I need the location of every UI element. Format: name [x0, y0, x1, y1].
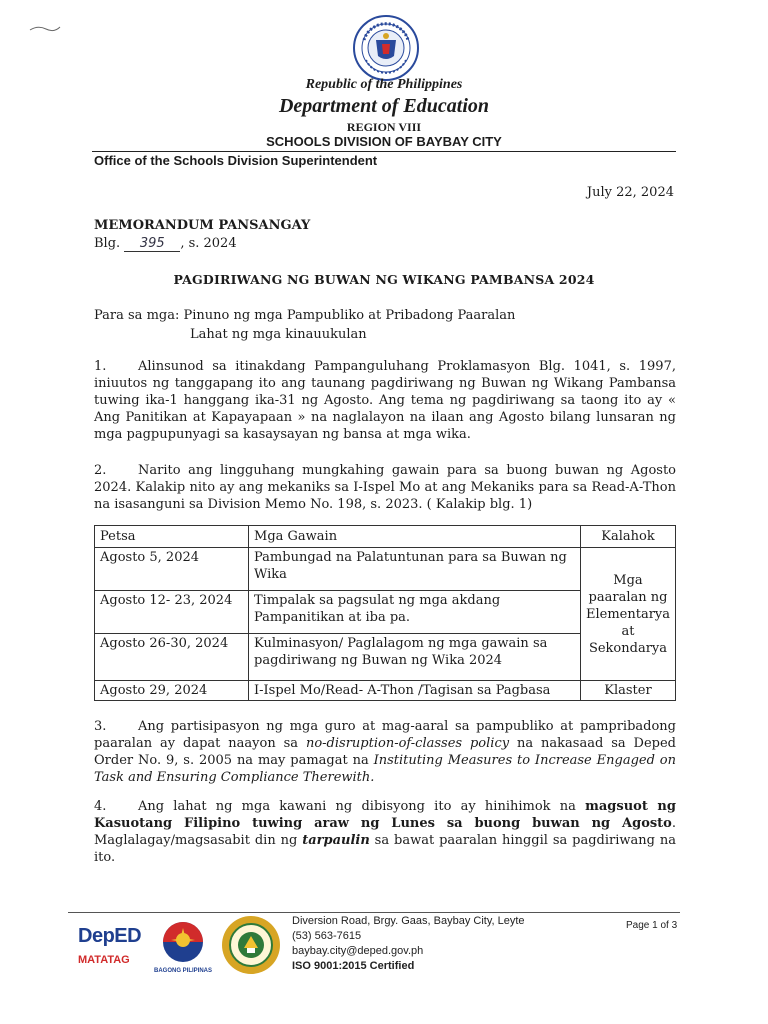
deped-seal-icon — [352, 14, 420, 82]
header-mga-gawain: Mga Gawain — [249, 526, 581, 548]
row-activity: Timpalak sa pagsulat ng mga akdang Pampanitikan at iba pa. — [249, 591, 581, 634]
footer-iso: ISO 9001:2015 Certified — [292, 960, 415, 972]
row-activity: I-Ispel Mo/Read- A-Thon /Tagisan sa Pagbasa — [249, 681, 581, 701]
memo-type: MEMORANDUM PANSANGAY — [94, 218, 311, 233]
memo-title: PAGDIRIWANG NG BUWAN NG WIKANG PAMBANSA 2024 — [173, 272, 595, 287]
table-row — [95, 681, 676, 701]
memo-number-suffix: , s. 2024 — [180, 236, 237, 251]
pen-mark — [28, 22, 62, 34]
matatag-logo-text: MATATAG — [78, 954, 130, 966]
paragraph-3 — [94, 718, 676, 786]
paragraph-1 — [94, 358, 676, 443]
header-kalahok: Kalahok — [580, 526, 675, 548]
department-heading: Department of Education — [278, 95, 489, 117]
paragraph-3-policy: no-disruption-of-classes policy — [305, 736, 510, 751]
row-date: Agosto 29, 2024 — [95, 681, 249, 701]
deped-logo-text: DepED — [78, 925, 142, 947]
footer-email: baybay.city@deped.gov.ph — [292, 945, 424, 957]
row-participants: Mga paaralan ng Elementarya at Sekondarya — [580, 548, 675, 681]
page-number: Page 1 of 3 — [626, 920, 678, 931]
memo-number-value: 395 — [124, 236, 180, 252]
row-date: Agosto 5, 2024 — [95, 548, 249, 591]
paragraph-4-attire: magsuot ng Kasuotang Filipino tuwing araw ng Lunes sa buong buwan ng Agosto — [94, 799, 676, 831]
division-heading: SCHOOLS DIVISION OF BAYBAY CITY — [266, 134, 502, 149]
paragraph-3-text-c: na nakasaad sa Deped Order No. 9, s. 2005 na may pamagat na — [94, 736, 676, 768]
bagong-pilipinas-text: BAGONG PILIPINAS — [153, 968, 212, 974]
recipients-line-1: Para sa mga: Pinuno ng mga Pampubliko at Pribadong Paaralan — [94, 308, 516, 323]
header-divider — [92, 151, 676, 152]
bagong-pilipinas-emblem-icon — [146, 918, 220, 964]
office-heading: Office of the Schools Division Superintendent — [94, 153, 378, 168]
paragraph-4-tarpaulin: tarpaulin — [302, 833, 370, 848]
header-petsa: Petsa — [95, 526, 249, 548]
row-date: Agosto 12- 23, 2024 — [95, 591, 249, 634]
table-row — [95, 548, 676, 591]
row-participants: Klaster — [580, 681, 675, 701]
paragraph-4-text-c: . Maglalagay/magsasabit din ng — [94, 816, 676, 848]
footer-phone: (53) 563-7615 — [292, 930, 362, 942]
row-activity: Kulminasyon/ Paglalagom ng mga gawain sa pagdiriwang ng Buwan ng Wika 2024 — [249, 634, 581, 681]
paragraph-3-order-title: Instituting Measures to Increase Engaged on Task and Ensuring Compliance Therewith. — [94, 753, 676, 785]
paragraph-4-text-e: sa bawat paaralan hinggil sa pagdiriwang na ito. — [94, 833, 676, 865]
recipients — [94, 306, 515, 344]
memo-date: July 22, 2024 — [586, 185, 674, 200]
table-header-row — [95, 526, 676, 548]
footer-contact — [292, 914, 525, 974]
paragraph-2-number: 2. — [94, 463, 107, 478]
paragraph-1-number: 1. — [94, 359, 107, 374]
paragraph-2-text: Narito ang lingguhang mungkahing gawain para sa buong buwan ng Agosto 2024. Kalakip nito ay ang mekaniks sa I-Ispel Mo at ang Mekaniks para sa Read-A-Thon na isasanguni sa Division Memo No. 198, s. 2023. ( Kalakip blg. 1) — [94, 463, 676, 512]
republic-heading: Republic of the Philippines — [305, 77, 463, 92]
memo-number — [94, 236, 237, 252]
footer-divider — [68, 912, 680, 913]
row-date: Agosto 26-30, 2024 — [95, 634, 249, 681]
schedule-table — [94, 525, 676, 701]
paragraph-4-text-a: Ang lahat ng mga kawani ng dibisyong ito ay hinihimok na — [138, 799, 586, 814]
row-activity: Pambungad na Palatuntunan para sa Buwan ng Wika — [249, 548, 581, 591]
recipients-line-2: Lahat ng mga kinauukulan — [190, 327, 367, 342]
paragraph-3-number: 3. — [94, 719, 107, 734]
paragraph-3-text-a: Ang partisipasyon ng mga guro at mag-aaral sa pampubliko at pampribadong paaralan ay dapat naayon sa — [94, 719, 676, 751]
deped-matatag-logo — [78, 925, 144, 973]
paragraph-1-text: Alinsunod sa itinakdang Pampanguluhang Proklamasyon Blg. 1041, s. 1997, iniuutos ng tanggapang ito ang taunang pagdiriwang ng Buwan ng Wikang Pambansa tuwing ika-1 hanggang ika-31 ng Agosto. Ang tema ng pagdiriwang sa taong ito ay « Ang Panitikan at Kapayapaan » na naglalayon na ilaan ang Agosto bilang lunsaran ng mga pagpupunyagi sa kasaysayan ng bansa at mga wika. — [94, 359, 676, 442]
bagong-pilipinas-logo — [146, 918, 220, 976]
paragraph-2 — [94, 462, 676, 513]
paragraph-4 — [94, 798, 676, 866]
memo-number-prefix: Blg. — [94, 236, 121, 251]
footer-address: Diversion Road, Brgy. Gaas, Baybay City, Leyte — [292, 915, 525, 927]
region-heading: REGION VIII — [346, 120, 422, 134]
paragraph-4-number: 4. — [94, 799, 107, 814]
division-seal-icon — [220, 914, 282, 976]
